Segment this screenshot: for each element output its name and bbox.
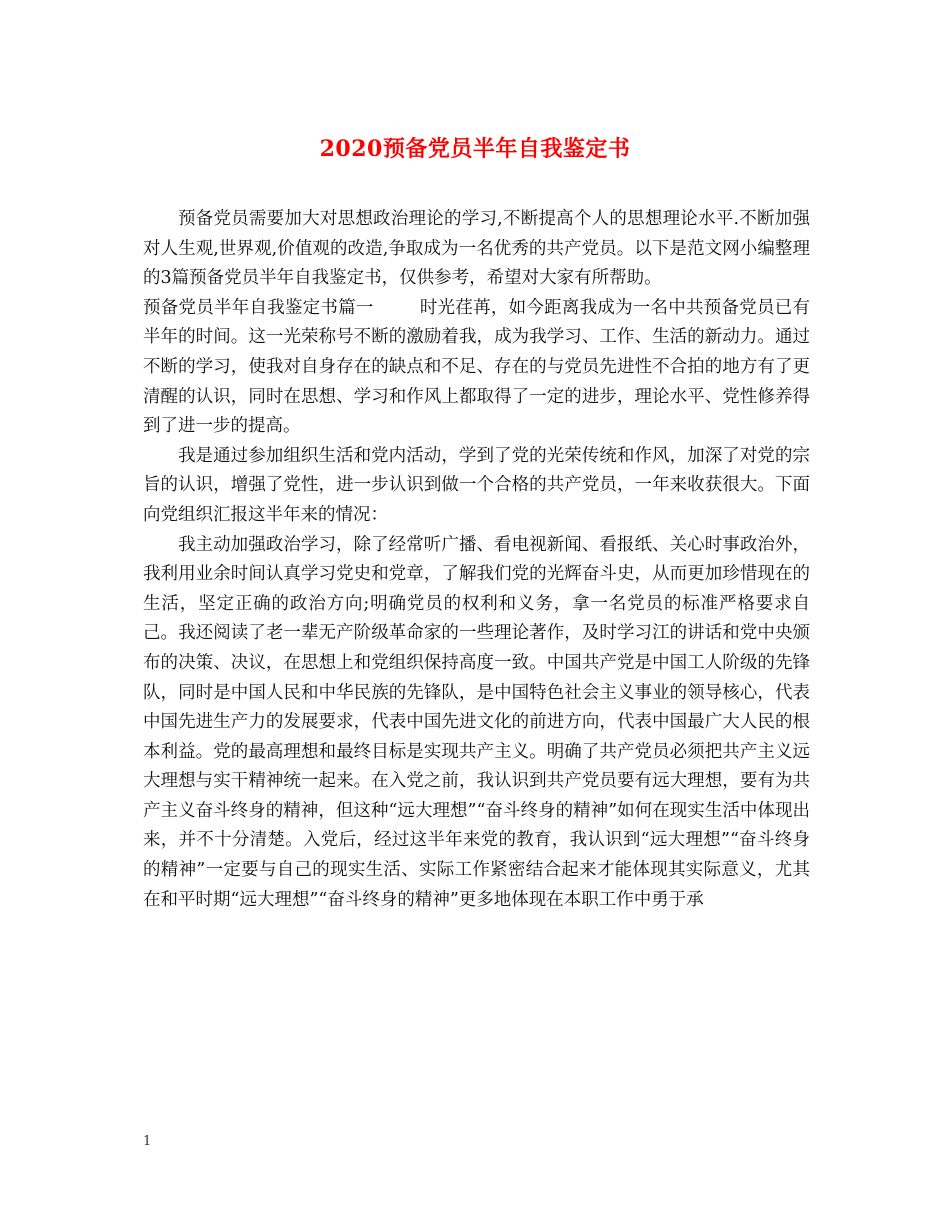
page-number: 1 [143,1134,152,1149]
section-paragraph [143,294,810,442]
intro-paragraph: 预备党员需要加大对思想政治理论的学习,不断提高个人的思想理论水平.不断加强对人生观,世界观,价值观的改造,争取成为一名优秀的共产党员。以下是范文网小编整理的3篇预备党员半年自我鉴定书，仅供参考，希望对大家有所帮助。 [143,209,810,289]
document-body [143,205,810,915]
body-paragraph-2: 我是通过参加组织生活和党内活动，学到了党的光荣传统和作风，加深了对党的宗旨的认识，增强了党性，进一步认识到做一个合格的共产党员，一年来收获很大。下面向党组织汇报这半年来的情况： [143,445,810,525]
section-heading: 预备党员半年自我鉴定书篇一 [143,297,374,318]
document-title: 2020预备党员半年自我鉴定书 [319,136,631,162]
body-paragraph-3: 我主动加强政治学习，除了经常听广播、看电视新闻、看报纸、关心时事政治外，我利用业余时间认真学习党史和党章，了解我们党的光辉奋斗史，从而更加珍惜现在的生活，坚定正确的政治方向;明确党员的权利和义务，拿一名党员的标准严格要求自己。我还阅读了老一辈无产阶级革命家的一些理论著作，及时学习江的讲话和党中央颁布的决策、决议，在思想上和党组织保持高度一致。中国共产党是中国工人阶级的先锋队，同时是中国人民和中华民族的先锋队，是中国特色社会主义事业的领导核心，代表中国先进生产力的发展要求，代表中国先进文化的前进方向，代表中国最广大人民的根本利益。党的最高理想和最终目标是实现共产主义。明确了共产党员必须把共产主义远大理想与实干精神统一起来。在入党之前，我认识到共产党员要有远大理想，要有为共产主义奋斗终身的精神，但这种“远大理想”“奋斗终身的精神”如何在现实生活中体现出来，并不十分清楚。入党后，经过这半年来党的教育，我认识到“远大理想”“奋斗终身的精神”一定要与自己的现实生活、实际工作紧密结合起来才能体现其实际意义，尤其在和平时期“远大理想”“奋斗终身的精神”更多地体现在本职工作中勇于承 [143,534,810,910]
section-lead-text: 时光荏苒，如今距离我成为一名中共预备党员已有半年的时间。这一光荣称号不断的激励着我，成为我学习、工作、生活的新动力。通过不断的学习，使我对自身存在的缺点和不足、存在的与党员先进性不合拍的地方有了更清醒的认识，同时在思想、学习和作风上都取得了一定的进步，理论水平、党性修养得到了进一步的提高。 [143,297,810,437]
